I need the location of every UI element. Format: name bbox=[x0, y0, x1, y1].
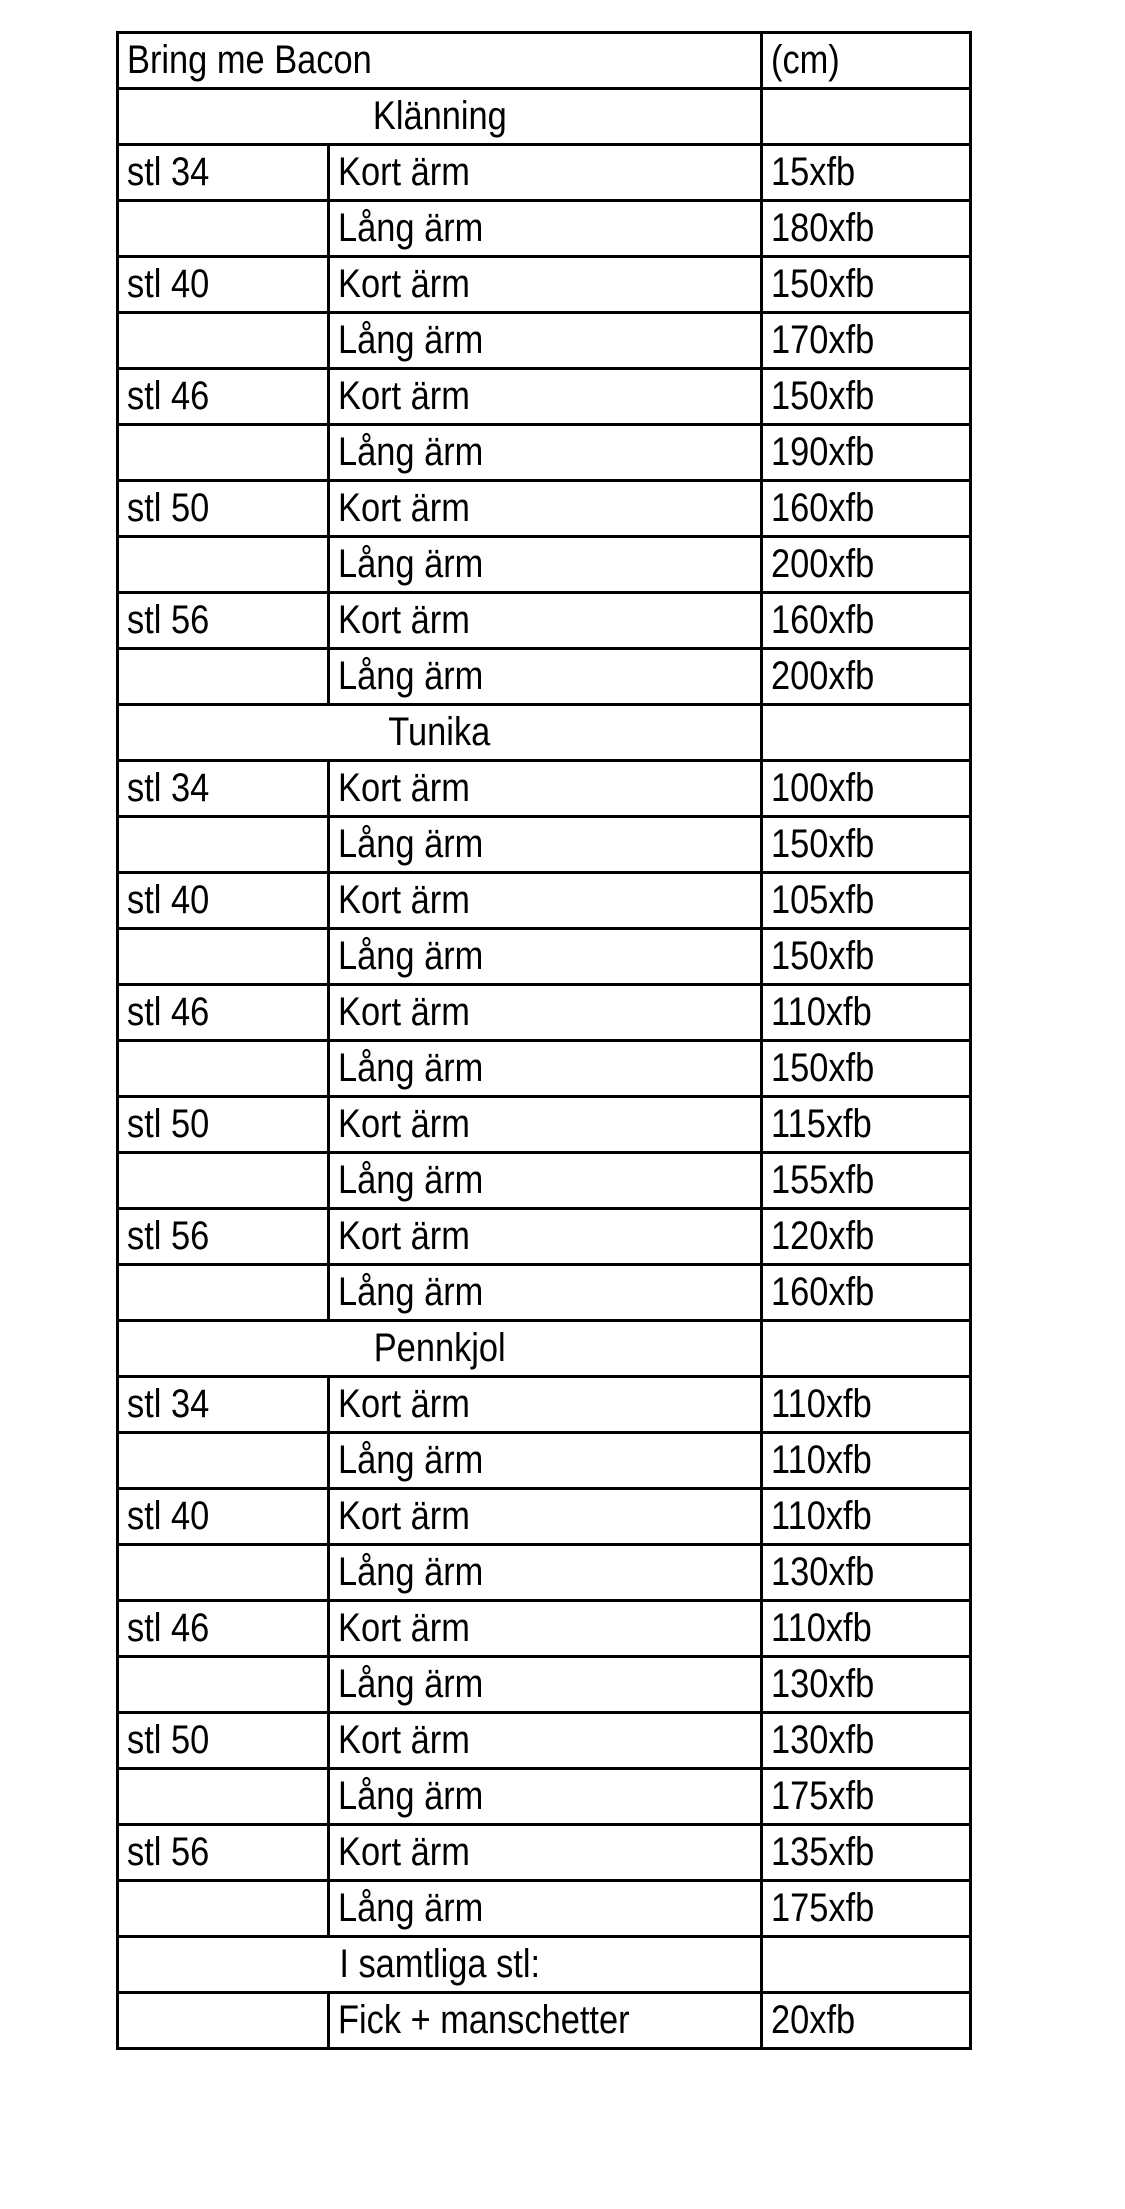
value-cell bbox=[762, 649, 971, 705]
sleeve-label: Kort ärm bbox=[338, 1102, 470, 1146]
value-cell bbox=[762, 1825, 971, 1881]
fabric-value: 190xfb bbox=[771, 430, 875, 474]
size-label: stl 56 bbox=[127, 598, 210, 642]
table-row bbox=[118, 1601, 971, 1657]
value-cell bbox=[762, 1601, 971, 1657]
size-cell bbox=[118, 369, 329, 425]
size-cell bbox=[118, 257, 329, 313]
size-cell bbox=[118, 929, 329, 985]
size-cell bbox=[118, 1769, 329, 1825]
size-cell bbox=[118, 313, 329, 369]
section-title-cell bbox=[118, 705, 762, 761]
size-cell bbox=[118, 1545, 329, 1601]
sleeve-cell bbox=[329, 481, 762, 537]
section-title-cell bbox=[118, 89, 762, 145]
fabric-value: 120xfb bbox=[771, 1214, 875, 1258]
size-cell bbox=[118, 1153, 329, 1209]
value-cell bbox=[762, 1041, 971, 1097]
size-cell bbox=[118, 1433, 329, 1489]
section-title-cell bbox=[118, 1321, 762, 1377]
size-label: stl 40 bbox=[127, 878, 210, 922]
table-row bbox=[118, 201, 971, 257]
sleeve-cell bbox=[329, 1377, 762, 1433]
sleeve-cell bbox=[329, 1041, 762, 1097]
table-row bbox=[118, 1993, 971, 2049]
value-cell bbox=[762, 1153, 971, 1209]
size-label: stl 56 bbox=[127, 1830, 210, 1874]
fabric-value: 155xfb bbox=[771, 1158, 875, 1202]
section-header-row bbox=[118, 1321, 971, 1377]
section-header-row bbox=[118, 705, 971, 761]
fabric-value: 180xfb bbox=[771, 206, 875, 250]
table-row bbox=[118, 1657, 971, 1713]
table-row bbox=[118, 537, 971, 593]
value-cell bbox=[762, 201, 971, 257]
table-row bbox=[118, 425, 971, 481]
section-title: Pennkjol bbox=[373, 1326, 506, 1370]
fabric-value: 150xfb bbox=[771, 822, 875, 866]
table-row bbox=[118, 1377, 971, 1433]
sleeve-cell bbox=[329, 1489, 762, 1545]
size-cell bbox=[118, 1041, 329, 1097]
size-cell bbox=[118, 761, 329, 817]
fabric-value: 150xfb bbox=[771, 1046, 875, 1090]
fabric-value: 115xfb bbox=[771, 1102, 872, 1146]
table-row bbox=[118, 1489, 971, 1545]
fabric-value: 160xfb bbox=[771, 1270, 875, 1314]
table-row bbox=[118, 1545, 971, 1601]
fabric-value: 175xfb bbox=[771, 1886, 875, 1930]
fabric-value: 200xfb bbox=[771, 542, 875, 586]
value-cell bbox=[762, 1545, 971, 1601]
fabric-value: 100xfb bbox=[771, 766, 875, 810]
empty-cell bbox=[762, 705, 971, 761]
sleeve-cell bbox=[329, 369, 762, 425]
table-row bbox=[118, 1265, 971, 1321]
fabric-value: 105xfb bbox=[771, 878, 875, 922]
table-row bbox=[118, 1713, 971, 1769]
size-cell bbox=[118, 1657, 329, 1713]
table-row bbox=[118, 257, 971, 313]
size-label: stl 50 bbox=[127, 1718, 210, 1762]
value-cell bbox=[762, 257, 971, 313]
sleeve-label: Kort ärm bbox=[338, 598, 470, 642]
sleeve-label: Lång ärm bbox=[338, 430, 484, 474]
sleeve-cell bbox=[329, 1769, 762, 1825]
fabric-value: 110xfb bbox=[771, 1438, 872, 1482]
size-cell bbox=[118, 1377, 329, 1433]
size-cell bbox=[118, 1993, 329, 2049]
size-label: stl 46 bbox=[127, 990, 210, 1034]
value-cell bbox=[762, 1657, 971, 1713]
value-cell bbox=[762, 817, 971, 873]
section-title: Klänning bbox=[372, 94, 507, 138]
size-cell bbox=[118, 1881, 329, 1937]
size-cell bbox=[118, 1265, 329, 1321]
empty-cell bbox=[762, 89, 971, 145]
section-title: I samtliga stl: bbox=[339, 1942, 540, 1986]
sleeve-label: Lång ärm bbox=[338, 1886, 484, 1930]
value-cell bbox=[762, 1265, 971, 1321]
table-row bbox=[118, 817, 971, 873]
size-label: stl 50 bbox=[127, 1102, 210, 1146]
sleeve-cell bbox=[329, 257, 762, 313]
size-table bbox=[116, 31, 972, 2050]
size-cell bbox=[118, 201, 329, 257]
sleeve-label: Lång ärm bbox=[338, 542, 484, 586]
sleeve-label: Lång ärm bbox=[338, 654, 484, 698]
value-cell bbox=[762, 1713, 971, 1769]
sleeve-label: Lång ärm bbox=[338, 1438, 484, 1482]
table-row bbox=[118, 1881, 971, 1937]
size-cell bbox=[118, 649, 329, 705]
fabric-value: 20xfb bbox=[771, 1998, 856, 2042]
table-row bbox=[118, 649, 971, 705]
sleeve-label: Lång ärm bbox=[338, 1550, 484, 1594]
fabric-value: 160xfb bbox=[771, 486, 875, 530]
size-cell bbox=[118, 425, 329, 481]
table-row bbox=[118, 481, 971, 537]
sleeve-cell bbox=[329, 761, 762, 817]
sleeve-label: Kort ärm bbox=[338, 1718, 470, 1762]
sleeve-label: Kort ärm bbox=[338, 878, 470, 922]
unit-label: (cm) bbox=[771, 38, 840, 82]
value-cell bbox=[762, 1881, 971, 1937]
sleeve-cell bbox=[329, 1993, 762, 2049]
value-cell bbox=[762, 593, 971, 649]
size-label: stl 40 bbox=[127, 1494, 210, 1538]
value-cell bbox=[762, 1433, 971, 1489]
value-cell bbox=[762, 1097, 971, 1153]
table-row bbox=[118, 1153, 971, 1209]
fabric-value: 135xfb bbox=[771, 1830, 875, 1874]
size-label: stl 56 bbox=[127, 1214, 210, 1258]
size-cell bbox=[118, 537, 329, 593]
fabric-value: 150xfb bbox=[771, 934, 875, 978]
sleeve-label: Kort ärm bbox=[338, 990, 470, 1034]
sleeve-cell bbox=[329, 1209, 762, 1265]
sleeve-cell bbox=[329, 1433, 762, 1489]
sleeve-label: Kort ärm bbox=[338, 1830, 470, 1874]
sleeve-cell bbox=[329, 145, 762, 201]
sleeve-cell bbox=[329, 1097, 762, 1153]
section-header-row bbox=[118, 1937, 971, 1993]
sleeve-label: Lång ärm bbox=[338, 1158, 484, 1202]
sleeve-label: Lång ärm bbox=[338, 318, 484, 362]
sleeve-cell bbox=[329, 537, 762, 593]
value-cell bbox=[762, 369, 971, 425]
size-label: stl 50 bbox=[127, 486, 210, 530]
size-label: stl 46 bbox=[127, 374, 210, 418]
fabric-value: 110xfb bbox=[771, 1382, 872, 1426]
sleeve-label: Lång ärm bbox=[338, 1046, 484, 1090]
size-cell bbox=[118, 985, 329, 1041]
table-row bbox=[118, 985, 971, 1041]
value-cell bbox=[762, 873, 971, 929]
sleeve-label: Kort ärm bbox=[338, 766, 470, 810]
fabric-value: 175xfb bbox=[771, 1774, 875, 1818]
sleeve-label: Lång ärm bbox=[338, 822, 484, 866]
sleeve-cell bbox=[329, 1545, 762, 1601]
fabric-value: 130xfb bbox=[771, 1550, 875, 1594]
size-cell bbox=[118, 1097, 329, 1153]
size-cell bbox=[118, 817, 329, 873]
sleeve-cell bbox=[329, 1713, 762, 1769]
value-cell bbox=[762, 1993, 971, 2049]
value-cell bbox=[762, 145, 971, 201]
table-row bbox=[118, 145, 971, 201]
size-cell bbox=[118, 1601, 329, 1657]
fabric-value: 110xfb bbox=[771, 1606, 872, 1650]
fabric-value: 110xfb bbox=[771, 1494, 872, 1538]
sleeve-cell bbox=[329, 1601, 762, 1657]
size-cell bbox=[118, 1713, 329, 1769]
value-cell bbox=[762, 1769, 971, 1825]
size-cell bbox=[118, 1825, 329, 1881]
fabric-value: 150xfb bbox=[771, 374, 875, 418]
value-cell bbox=[762, 537, 971, 593]
sleeve-label: Lång ärm bbox=[338, 1662, 484, 1706]
table-title: Bring me Bacon bbox=[127, 38, 372, 82]
size-cell bbox=[118, 481, 329, 537]
value-cell bbox=[762, 1209, 971, 1265]
size-cell bbox=[118, 593, 329, 649]
section-title-cell bbox=[118, 1937, 762, 1993]
table-row bbox=[118, 1825, 971, 1881]
fabric-value: 110xfb bbox=[771, 990, 872, 1034]
empty-cell bbox=[762, 1937, 971, 1993]
sleeve-label: Kort ärm bbox=[338, 262, 470, 306]
sleeve-label: Lång ärm bbox=[338, 934, 484, 978]
fabric-value: 130xfb bbox=[771, 1662, 875, 1706]
sleeve-cell bbox=[329, 1881, 762, 1937]
sleeve-label: Kort ärm bbox=[338, 150, 470, 194]
sleeve-cell bbox=[329, 929, 762, 985]
size-cell bbox=[118, 873, 329, 929]
value-cell bbox=[762, 425, 971, 481]
sleeve-label: Lång ärm bbox=[338, 1270, 484, 1314]
section-title: Tunika bbox=[388, 710, 491, 754]
size-label: stl 34 bbox=[127, 766, 210, 810]
section-header-row bbox=[118, 89, 971, 145]
sleeve-cell bbox=[329, 425, 762, 481]
sleeve-label: Kort ärm bbox=[338, 1494, 470, 1538]
size-cell bbox=[118, 145, 329, 201]
sleeve-label: Lång ärm bbox=[338, 206, 484, 250]
table-row bbox=[118, 313, 971, 369]
size-label: stl 34 bbox=[127, 1382, 210, 1426]
sleeve-label: Kort ärm bbox=[338, 1382, 470, 1426]
table-row bbox=[118, 369, 971, 425]
table-row bbox=[118, 873, 971, 929]
sleeve-cell bbox=[329, 873, 762, 929]
size-label: stl 34 bbox=[127, 150, 210, 194]
fabric-value: 130xfb bbox=[771, 1718, 875, 1762]
sleeve-cell bbox=[329, 593, 762, 649]
sleeve-cell bbox=[329, 1825, 762, 1881]
sleeve-cell bbox=[329, 313, 762, 369]
empty-cell bbox=[762, 1321, 971, 1377]
table-title-cell bbox=[118, 33, 762, 89]
unit-cell bbox=[762, 33, 971, 89]
value-cell bbox=[762, 761, 971, 817]
sleeve-label: Kort ärm bbox=[338, 374, 470, 418]
fabric-value: 160xfb bbox=[771, 598, 875, 642]
value-cell bbox=[762, 313, 971, 369]
sleeve-label: Lång ärm bbox=[338, 1774, 484, 1818]
size-cell bbox=[118, 1489, 329, 1545]
value-cell bbox=[762, 481, 971, 537]
header-row bbox=[118, 33, 971, 89]
sleeve-label: Kort ärm bbox=[338, 1214, 470, 1258]
size-label: stl 46 bbox=[127, 1606, 210, 1650]
sleeve-cell bbox=[329, 817, 762, 873]
fabric-value: 200xfb bbox=[771, 654, 875, 698]
value-cell bbox=[762, 1377, 971, 1433]
table-row bbox=[118, 1769, 971, 1825]
fabric-value: 170xfb bbox=[771, 318, 875, 362]
table-row bbox=[118, 1041, 971, 1097]
fabric-value: 15xfb bbox=[771, 150, 856, 194]
table-row bbox=[118, 1097, 971, 1153]
table-row bbox=[118, 929, 971, 985]
value-cell bbox=[762, 929, 971, 985]
table-row bbox=[118, 1433, 971, 1489]
sleeve-label: Fick + manschetter bbox=[338, 1998, 630, 2042]
value-cell bbox=[762, 985, 971, 1041]
table-row bbox=[118, 761, 971, 817]
size-cell bbox=[118, 1209, 329, 1265]
sleeve-cell bbox=[329, 1657, 762, 1713]
value-cell bbox=[762, 1489, 971, 1545]
table-row bbox=[118, 593, 971, 649]
sleeve-cell bbox=[329, 985, 762, 1041]
sleeve-cell bbox=[329, 1265, 762, 1321]
sleeve-cell bbox=[329, 649, 762, 705]
table-row bbox=[118, 1209, 971, 1265]
sleeve-cell bbox=[329, 201, 762, 257]
sleeve-label: Kort ärm bbox=[338, 1606, 470, 1650]
sleeve-label: Kort ärm bbox=[338, 486, 470, 530]
sleeve-cell bbox=[329, 1153, 762, 1209]
size-label: stl 40 bbox=[127, 262, 210, 306]
fabric-value: 150xfb bbox=[771, 262, 875, 306]
